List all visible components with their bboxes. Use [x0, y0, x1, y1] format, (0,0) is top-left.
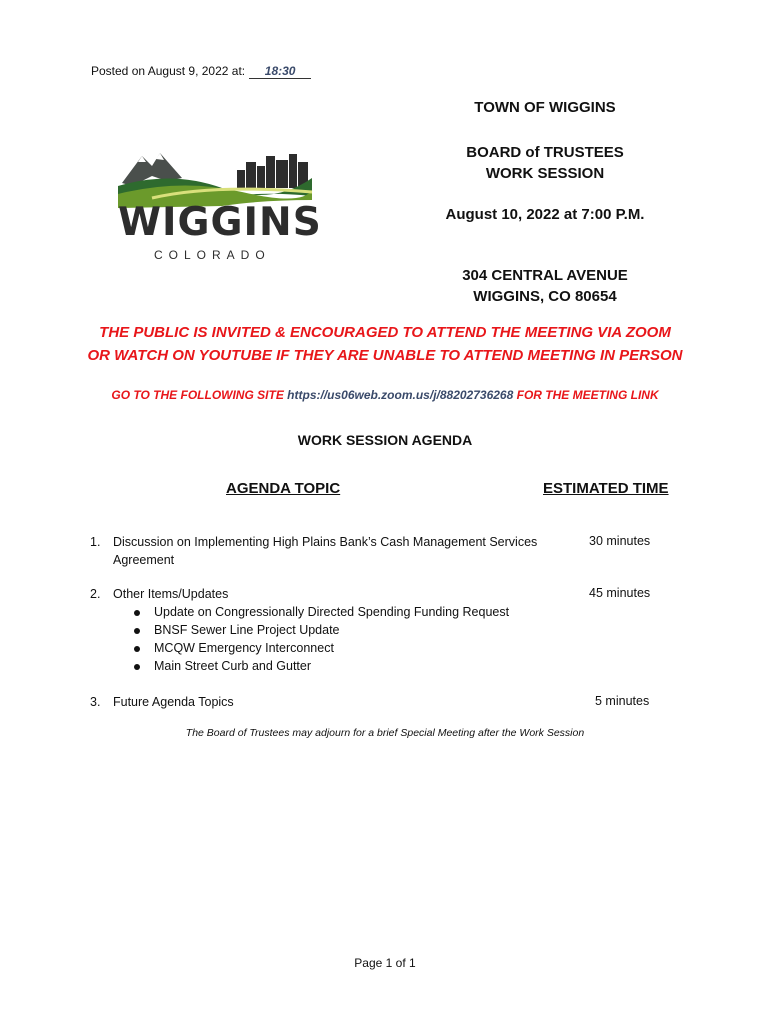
item-number: 2.: [90, 587, 101, 601]
wiggins-logo: [112, 148, 322, 266]
item-time: 30 minutes: [589, 534, 651, 548]
notice-line1: THE PUBLIC IS INVITED & ENCOURAGED TO ATTEND THE MEETING VIA ZOOM: [99, 324, 671, 341]
bullet-item: Main Street Curb and Gutter: [134, 657, 509, 675]
site-prefix: GO TO THE FOLLOWING SITE: [111, 388, 284, 402]
estimated-time-header: ESTIMATED TIME: [543, 480, 669, 497]
session-title: WORK SESSION: [485, 165, 605, 182]
item-number: 1.: [90, 535, 101, 549]
agenda-item-topic: [113, 533, 563, 569]
bullet-icon: [134, 664, 140, 670]
item-line: Agreement: [113, 553, 175, 567]
meeting-site-line: [40, 388, 730, 402]
bullet-item: Update on Congressionally Directed Spending Funding Request: [134, 603, 509, 621]
bullet-icon: [134, 646, 140, 652]
bullet-icon: [134, 628, 140, 634]
address-line1: 304 CENTRAL AVENUE: [462, 267, 628, 284]
item-time: 45 minutes: [589, 586, 651, 600]
adjourn-note: The Board of Trustees may adjourn for a brief Special Meeting after the Work Session: [185, 727, 585, 739]
town-title: TOWN OF WIGGINS: [474, 99, 616, 116]
page-number: Page 1 of 1: [354, 956, 416, 970]
meeting-date: August 10, 2022 at 7:00 P.M.: [445, 206, 645, 223]
public-notice: [60, 321, 710, 367]
item-number: 3.: [90, 695, 101, 709]
logo-wordmark: WIGGINS: [118, 200, 322, 245]
posted-time: 18:30: [249, 64, 311, 79]
bullet-item: MCQW Emergency Interconnect: [134, 639, 509, 657]
posted-label: Posted on August 9, 2022 at:: [91, 64, 246, 78]
address-line2: WIGGINS, CO 80654: [473, 288, 617, 305]
posted-line: [91, 64, 311, 79]
notice-line2: OR WATCH ON YOUTUBE IF THEY ARE UNABLE TO ATTEND MEETING IN PERSON: [87, 347, 683, 364]
logo-subtitle: COLORADO: [154, 248, 271, 262]
zoom-link[interactable]: https://us06web.zoom.us/j/88202736268: [287, 388, 514, 402]
logo-mountains-graphic: [112, 148, 318, 208]
bullet-icon: [134, 610, 140, 616]
agenda-item-topic: Future Agenda Topics: [113, 695, 234, 709]
agenda-topic-header: AGENDA TOPIC: [226, 480, 341, 497]
site-suffix: FOR THE MEETING LINK: [516, 388, 659, 402]
agenda-title: WORK SESSION AGENDA: [297, 432, 473, 448]
agenda-item-topic: Other Items/Updates: [113, 587, 229, 601]
item-bullet-list: [134, 603, 509, 675]
board-title: BOARD of TRUSTEES: [466, 144, 624, 161]
bullet-item: BNSF Sewer Line Project Update: [134, 621, 509, 639]
item-line: Discussion on Implementing High Plains Bank’s Cash Management Services: [113, 535, 538, 549]
item-time: 5 minutes: [595, 694, 650, 708]
